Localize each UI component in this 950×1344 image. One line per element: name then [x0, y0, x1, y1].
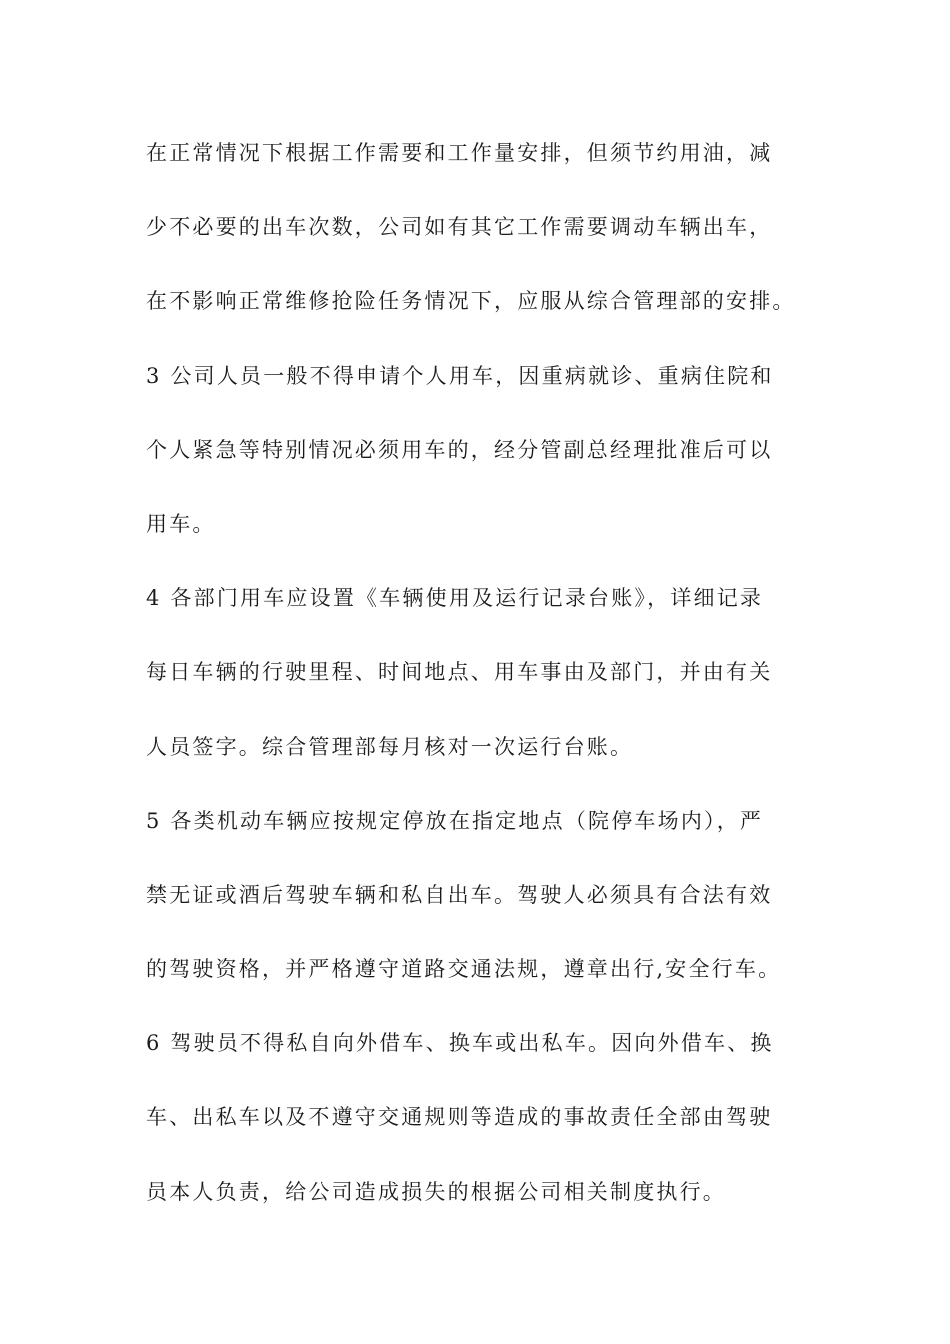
text-line-3: 在不影响正常维修抢险任务情况下，应服从综合管理部的安排。: [146, 289, 796, 314]
text-line-5: 个人紧急等特别情况必须用车的，经分管副总经理批准后可以: [146, 437, 773, 462]
body-text: [146, 131, 806, 1244]
text-line-12: 的驾驶资格，并严格遵守道路交通法规，遵章出行,安全行车。: [146, 957, 782, 982]
text-line-13: 6 驾驶员不得私自向外借车、换车或出私车。因向外借车、换: [146, 1031, 774, 1056]
text-line-6: 用车。: [146, 511, 216, 536]
text-line-4: 3 公司人员一般不得申请个人用车，因重病就诊、重病住院和: [146, 363, 774, 388]
text-line-2: 少不必要的出车次数，公司如有其它工作需要调动车辆出车，: [146, 215, 773, 240]
text-line-9: 人员签字。综合管理部每月核对一次运行台账。: [146, 734, 634, 759]
text-line-8: 每日车辆的行驶里程、时间地点、用车事由及部门，并由有关: [146, 660, 773, 685]
text-line-14: 车、出私车以及不遵守交通规则等造成的事故责任全部由驾驶: [146, 1105, 773, 1130]
text-line-7: 4 各部门用车应设置《车辆使用及运行记录台账》，详细记录: [146, 586, 764, 611]
text-line-11: 禁无证或酒后驾驶车辆和私自出车。驾驶人必须具有合法有效: [146, 882, 773, 907]
text-line-15: 员本人负责，给公司造成损失的根据公司相关制度执行。: [146, 1179, 726, 1204]
text-line-1: 在正常情况下根据工作需要和工作量安排，但须节约用油，减: [146, 141, 773, 165]
text-line-10: 5 各类机动车辆应按规定停放在指定地点（院停车场内），严: [146, 808, 764, 833]
